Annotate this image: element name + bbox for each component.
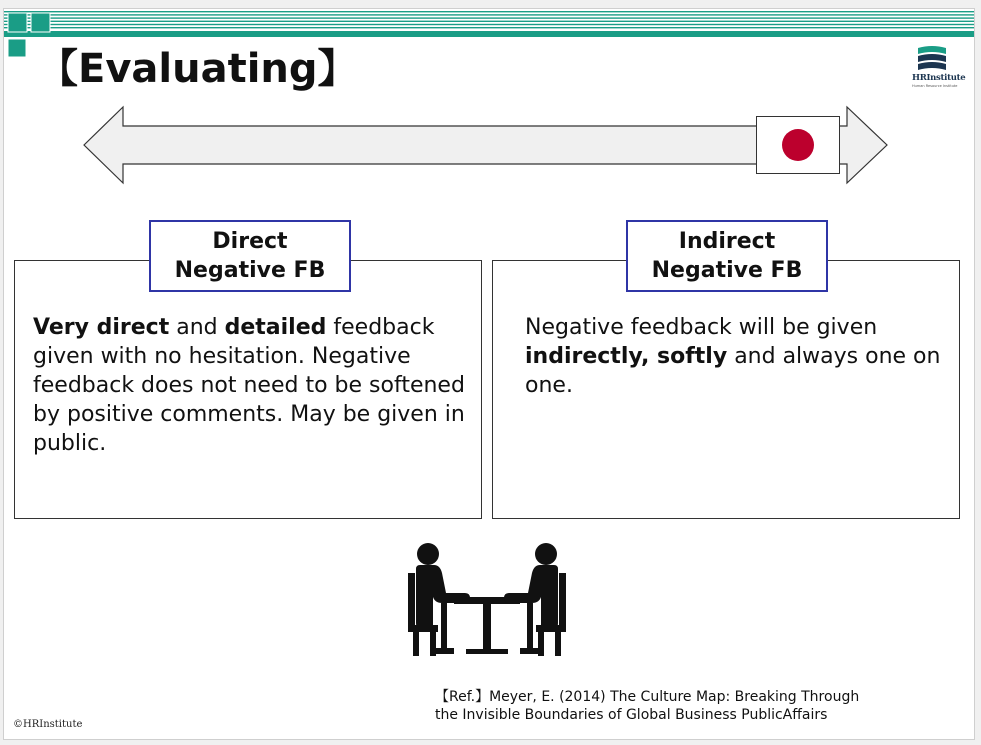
bold-very-direct: Very direct bbox=[33, 315, 170, 340]
reference-line-2: the Invisible Boundaries of Global Business PublicAffairs bbox=[435, 707, 828, 723]
bold-detailed: detailed bbox=[224, 315, 327, 340]
text-rest: feedback given with no hesitation. Negative feedback does not need to be softened by positive comments. May be given in public. bbox=[33, 315, 465, 456]
flag-red-circle bbox=[782, 129, 814, 161]
text-and: and bbox=[169, 315, 225, 340]
slide bbox=[3, 8, 975, 740]
text-intro: Negative feedback will be given bbox=[525, 315, 878, 340]
direct-feedback-panel bbox=[14, 260, 482, 519]
indirect-feedback-description bbox=[525, 313, 945, 400]
label-line-2: Negative FB bbox=[174, 258, 326, 283]
header-stripes bbox=[4, 11, 974, 37]
hrinstitute-logo bbox=[912, 45, 968, 97]
direct-negative-fb-label bbox=[149, 220, 351, 292]
indirect-negative-fb-label bbox=[626, 220, 828, 292]
copyright-notice: ©HRInstitute bbox=[13, 719, 83, 730]
logo-text: HRInstitute bbox=[912, 73, 966, 83]
reference-citation bbox=[435, 688, 905, 724]
one-on-one-meeting-icon bbox=[402, 541, 572, 657]
japan-flag-icon bbox=[756, 116, 840, 174]
bold-indirectly-softly: indirectly, softly bbox=[525, 344, 728, 369]
direct-feedback-description bbox=[33, 313, 473, 458]
slide-title: 【Evaluating】 bbox=[38, 46, 358, 92]
label-line-1: Indirect bbox=[678, 229, 776, 254]
label-line-1: Direct bbox=[212, 229, 288, 254]
text-rest: and always one on one. bbox=[525, 344, 941, 398]
waves-logo-icon bbox=[915, 45, 949, 73]
label-line-2: Negative FB bbox=[651, 258, 803, 283]
reference-line-1: 【Ref.】Meyer, E. (2014) The Culture Map: Breaking Through bbox=[435, 689, 860, 705]
indirect-feedback-panel bbox=[492, 260, 960, 519]
logo-subtext: Human Resource Institute bbox=[912, 84, 958, 88]
